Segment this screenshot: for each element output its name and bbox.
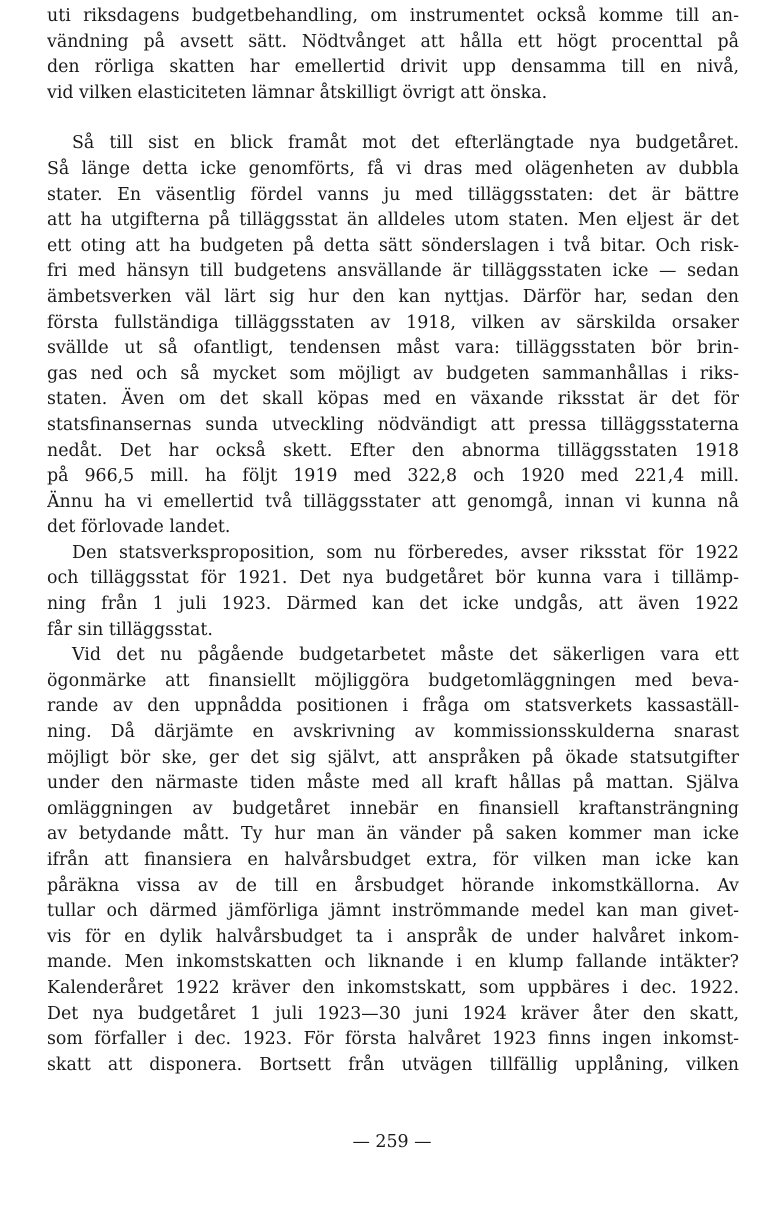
text-line: den rörliga skatten har emellertid drivit upp densamma till en nivå, [47, 57, 739, 78]
page-number: — 259 — [352, 1132, 432, 1152]
paragraph [47, 131, 739, 541]
text-line: statsfinansernas sunda utveckling nödvändigt att pressa tilläggsstaterna [47, 414, 739, 435]
text-line: ögonmärke att finansiellt möjliggöra budgetomläggningen med beva- [47, 670, 739, 691]
text-line: svällde ut så ofantligt, tendensen måst vara: tilläggsstaten bör brin- [47, 338, 739, 359]
text-line: staten. Även om det skall köpas med en växande riksstat är det för [47, 389, 739, 410]
text-line: får sin tilläggsstat. [47, 619, 213, 640]
text-line: vis för en dylik halvårsbudget ta i anspråk de under halvåret inkom- [47, 926, 739, 947]
text-line: Så till sist en blick framåt mot det efterlängtade nya budgetåret. [72, 133, 739, 154]
text-line: uti riksdagens budgetbehandling, om instrumentet också komme till an- [47, 6, 739, 26]
text-line: ämbetsverken väl lärt sig hur den kan nyttjas. Därför har, sedan den [47, 286, 739, 307]
text-line: fri med hänsyn till budgetens ansvällande är tilläggsstaten icke — sedan [47, 261, 739, 282]
text-line: tullar och därmed jämförliga jämnt inströmmande medel kan man givet- [47, 901, 739, 922]
text-line: som förfaller i dec. 1923. För första halvåret 1923 finns ingen inkomst- [47, 1029, 739, 1050]
text-line: omläggningen av budgetåret innebär en finansiell kraftansträngning [47, 798, 739, 819]
paragraph [47, 4, 739, 106]
paragraph [47, 643, 739, 1078]
text-line: ett oting att ha budgeten på detta sätt sönderslagen i två bitar. Och risk- [47, 235, 739, 256]
paragraph [47, 541, 739, 643]
text-line: Den statsverksproposition, som nu förberedes, avser riksstat för 1922 [72, 542, 739, 563]
text-line: Ännu ha vi emellertid två tilläggsstater att genomgå, innan vi kunna nå [47, 491, 739, 512]
text-line: påräkna vissa av de till en årsbudget hörande inkomstkällorna. Av [47, 875, 739, 896]
paragraph-gap [47, 106, 739, 131]
text-line: att ha utgifterna på tilläggsstat än alldeles utom staten. Men eljest är det [47, 210, 739, 231]
text-line: stater. En väsentlig fördel vanns ju med tilläggsstaten: det är bättre [47, 184, 739, 205]
text-line: det förlovade landet. [47, 517, 231, 538]
text-line: Kalenderåret 1922 kräver den inkomstskatt, som uppbäres i dec. 1922. [47, 977, 739, 998]
text-line: och tilläggsstat för 1921. Det nya budgetåret bör kunna vara i tillämp- [47, 568, 739, 589]
text-line: rande av den uppnådda positionen i fråga om statsverkets kassaställ- [47, 696, 739, 717]
text-line: Det nya budgetåret 1 juli 1923—30 juni 1924 kräver åter den skatt, [47, 1003, 739, 1024]
text-line: ning från 1 juli 1923. Därmed kan det icke undgås, att även 1922 [47, 594, 739, 615]
text-line: mande. Men inkomstskatten och liknande i en klump fallande intäkter? [47, 952, 739, 973]
text-line: skatt att disponera. Bortsett från utvägen tillfällig upplåning, vilken [47, 1054, 739, 1075]
page-body [47, 4, 739, 1078]
text-line: första fullständiga tilläggsstaten av 1918, vilken av särskilda orsaker [47, 312, 739, 333]
text-line: på 966,5 mill. ha följt 1919 med 322,8 och 1920 med 221,4 mill. [47, 466, 739, 487]
text-line: vändning på avsett sätt. Nödtvånget att hålla ett högt procenttal på [47, 31, 739, 52]
text-line: under den närmaste tiden måste med all kraft hållas på mattan. Själva [47, 773, 739, 794]
text-line: ifrån att finansiera en halvårsbudget extra, för vilken man icke kan [47, 850, 739, 870]
text-line: gas ned och så mycket som möjligt av budgeten sammanhållas i riks- [47, 363, 739, 384]
text-line: nedåt. Det har också skett. Efter den abnorma tilläggsstaten 1918 [47, 440, 739, 461]
text-line: ning. Då därjämte en avskrivning av kommissionsskulderna snarast [47, 722, 739, 743]
text-line: Så länge detta icke genomförts, få vi dras med olägenheten av dubbla [47, 158, 739, 179]
text-line: av betydande mått. Ty hur man än vänder på saken kommer man icke [47, 824, 739, 845]
text-line: Vid det nu pågående budgetarbetet måste det säkerligen vara ett [72, 645, 739, 666]
text-line: möjligt bör ske, ger det sig självt, att anspråken på ökade statsutgifter [47, 747, 739, 768]
text-line: vid vilken elasticiteten lämnar åtskilligt övrigt att önska. [47, 82, 548, 103]
